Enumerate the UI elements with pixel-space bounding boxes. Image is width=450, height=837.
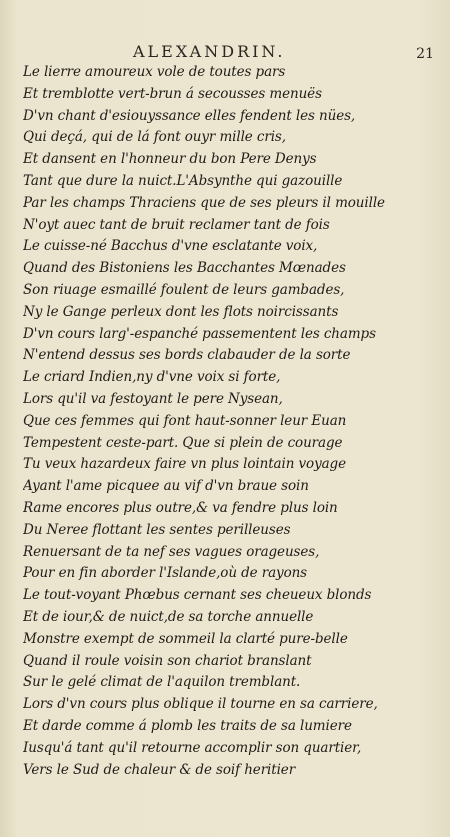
running-head: ALEXANDRIN. (133, 42, 286, 61)
verse-line: Lors qu'il va festoyant le pere Nysean, (23, 390, 283, 407)
verse-line: Par les champs Thraciens que de ses pleurs il mouille (23, 194, 385, 211)
poem-text (23, 62, 428, 781)
verse-line: D'vn chant d'esiouyssance elles fendent les nües, (23, 107, 356, 124)
verse-line: Tu veux hazardeux faire vn plus lointain voyage (23, 456, 346, 473)
verse-line: Du Neree flottant les sentes perilleuses (23, 521, 291, 538)
verse-line: Rame encores plus outre,& va fendre plus loin (23, 499, 338, 516)
page-number: 21 (416, 46, 434, 62)
verse-line: Sur le gelé climat de l'aquilon tremblant. (23, 674, 301, 691)
verse-line: Et dansent en l'honneur du bon Pere Denys (23, 151, 317, 168)
verse-line: Vers le Sud de chaleur & de soif heritier (23, 761, 296, 778)
verse-line: Le tout-voyant Phœbus cernant ses cheueux blonds (23, 587, 372, 604)
verse-line: Lors d'vn cours plus oblique il tourne en sa carriere, (23, 696, 378, 713)
verse-line: Quand il roule voisin son chariot branslant (23, 652, 312, 669)
page-header (0, 34, 450, 62)
verse-line: Tempestent ceste-part. Que si plein de courage (23, 434, 343, 451)
verse-line: Iusqu'á tant qu'il retourne accomplir son quartier, (23, 739, 362, 756)
verse-line: N'entend dessus ses bords clabauder de la sorte (23, 347, 351, 364)
verse-line: Pour en fin aborder l'Islande,où de rayons (23, 565, 308, 582)
verse-line: Renuersant de ta nef ses vagues orageuses, (23, 543, 320, 560)
verse-line: Le lierre amoureux vole de toutes pars (23, 64, 286, 80)
verse-line: Monstre exempt de sommeil la clarté pure-belle (23, 630, 348, 647)
verse-line: Et tremblotte vert-brun á secousses menuës (23, 85, 322, 102)
verse-line: Ny le Gange perleux dont les flots noircissants (23, 303, 339, 320)
verse-line: Et de iour,& de nuict,de sa torche annuelle (23, 608, 314, 625)
verse-line: Son riuage esmaillé foulent de leurs gambades, (23, 281, 345, 298)
verse-line: N'oyt auec tant de bruit reclamer tant de fois (23, 216, 330, 233)
verse-line: Qui deçá, qui de lá font ouyr mille cris, (23, 129, 286, 146)
verse-line: Tant que dure la nuict.L'Absynthe qui gazouille (23, 172, 343, 189)
verse-line: Ayant l'ame picquee au vif d'vn braue soin (23, 478, 309, 495)
verse-line: Le criard Indien,ny d'vne voix si forte, (23, 369, 281, 386)
verse-line: Que ces femmes qui font haut-sonner leur Euan (23, 412, 347, 429)
verse-line: Et darde comme á plomb les traits de sa lumiere (23, 717, 352, 734)
verse-line: D'vn cours larg'-espanché passementent les champs (23, 325, 376, 342)
verse-line: Quand des Bistoniens les Bacchantes Mœnades (23, 260, 346, 277)
verse-line: Le cuisse-né Bacchus d'vne esclatante voix, (23, 238, 318, 255)
